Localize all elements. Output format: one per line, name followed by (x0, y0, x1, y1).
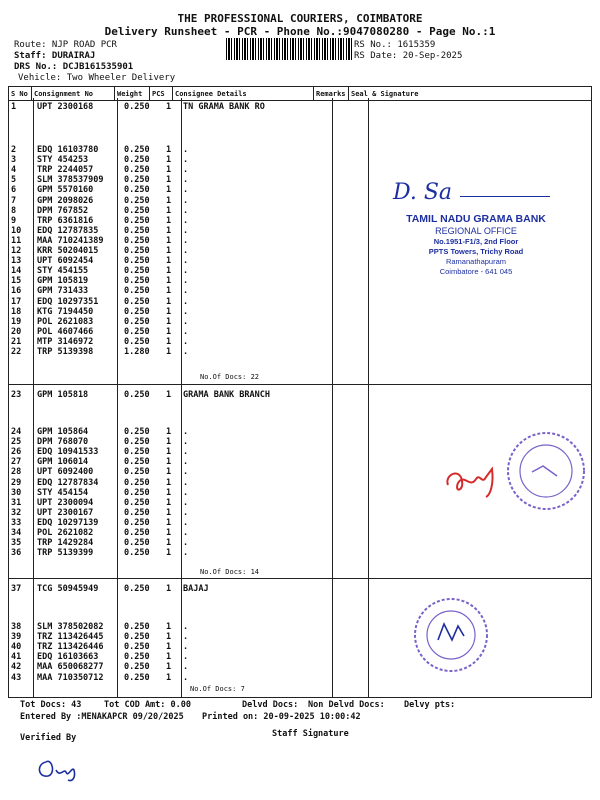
consignment-number: TRP 5139398 (37, 347, 94, 357)
row-pcs: 1 (166, 497, 172, 508)
consignee-bullet: . (183, 437, 189, 448)
row-pcs: 1 (166, 316, 172, 327)
consignee-name: BAJAJ (183, 584, 209, 594)
consignee-bullet: . (183, 296, 189, 307)
consignment-number: SLM 378537909 (37, 175, 104, 186)
consignee-bullet: . (183, 185, 189, 196)
row-weight: 0.250 (124, 487, 150, 498)
consignment-number: EDQ 12787835 (37, 225, 99, 236)
consignee-bullet: . (183, 528, 189, 538)
consignment-number: TRP 1429284 (37, 538, 94, 549)
row-serial: 18 (11, 306, 22, 317)
row-serial: 6 (11, 185, 17, 196)
no-of-docs: No.Of Docs: 14 (200, 568, 260, 576)
consignment-number: UPT 2300167 (37, 507, 94, 518)
consignee-name: TN GRAMA BANK RO (183, 102, 265, 112)
round-seal-branch (505, 430, 587, 512)
row-pcs: 1 (166, 487, 172, 498)
row-weight: 0.250 (124, 266, 150, 277)
row-serial: 5 (11, 175, 17, 186)
row-serial: 4 (11, 165, 17, 176)
row-serial: 37 (11, 584, 22, 594)
row-serial: 15 (11, 276, 22, 287)
consignment-number: EDQ 12787834 (37, 477, 99, 488)
consignment-number: GPM 5570160 (37, 185, 94, 196)
consignment-number: EDQ 16103663 (37, 652, 99, 663)
consignment-number: GPM 106014 (37, 457, 89, 468)
consignee-bullet: . (183, 652, 189, 663)
row-pcs: 1 (166, 155, 172, 166)
row-weight: 0.250 (124, 467, 150, 478)
row-weight: 0.250 (124, 584, 150, 594)
row-serial: 36 (11, 548, 22, 559)
consignment-number: UPT 2300168 (37, 102, 94, 112)
row-serial: 22 (11, 347, 22, 357)
consignee-bullet: . (183, 155, 189, 166)
consignee-bullet: . (183, 538, 189, 549)
row-weight: 0.250 (124, 672, 150, 683)
row-weight: 1.280 (124, 347, 150, 357)
barcode (226, 38, 352, 60)
delivery-points: Delvy pts: (404, 700, 456, 710)
row-pcs: 1 (166, 336, 172, 347)
non-delivered-docs: Non Delvd Docs: (308, 700, 385, 710)
row-pcs: 1 (166, 672, 172, 683)
consignment-number: STY 454253 (37, 155, 89, 166)
grid-line (181, 98, 182, 697)
stamp-address-line3: Ramanathapuram (445, 257, 507, 266)
consignment-number: GPM 2098026 (37, 195, 94, 206)
row-serial: 20 (11, 326, 22, 337)
row-serial: 8 (11, 205, 17, 216)
row-weight: 0.250 (124, 195, 150, 206)
row-pcs: 1 (166, 276, 172, 287)
row-serial: 27 (11, 457, 22, 468)
row-serial: 38 (11, 622, 22, 632)
consignment-number: GPM 105819 (37, 276, 89, 287)
no-of-docs: No.Of Docs: 22 (200, 373, 260, 381)
row-serial: 11 (11, 235, 22, 246)
row-serial: 35 (11, 538, 22, 549)
row-serial: 7 (11, 195, 17, 206)
staff-label: Staff: DURAIRAJ (14, 51, 96, 61)
row-serial: 39 (11, 632, 22, 643)
consignee-bullet: . (183, 286, 189, 297)
row-pcs: 1 (166, 165, 172, 176)
consignment-number: GPM 105818 (37, 390, 89, 400)
row-pcs: 1 (166, 457, 172, 468)
signature-scribble (440, 455, 510, 500)
row-weight: 0.250 (124, 437, 150, 448)
row-serial: 16 (11, 286, 22, 297)
row-weight: 0.250 (124, 427, 150, 437)
consignee-bullet: . (183, 175, 189, 186)
col-consignment: Consignment No (32, 87, 115, 101)
row-serial: 24 (11, 427, 22, 437)
row-pcs: 1 (166, 538, 172, 549)
grid-line (591, 98, 592, 697)
row-serial: 12 (11, 246, 22, 256)
row-pcs: 1 (166, 175, 172, 186)
consignment-number: EDQ 10297139 (37, 517, 99, 528)
row-serial: 21 (11, 336, 22, 347)
consignment-number: DPM 767852 (37, 205, 89, 216)
row-pcs: 1 (166, 205, 172, 216)
row-serial: 31 (11, 497, 22, 508)
row-pcs: 1 (166, 296, 172, 307)
consignee-bullet: . (183, 145, 189, 155)
row-weight: 0.250 (124, 632, 150, 643)
row-serial: 41 (11, 652, 22, 663)
row-weight: 0.250 (124, 497, 150, 508)
grid-line (8, 98, 9, 697)
row-serial: 32 (11, 507, 22, 518)
row-pcs: 1 (166, 326, 172, 337)
row-serial: 34 (11, 528, 22, 538)
col-sno: S No (9, 87, 32, 101)
consignee-bullet: . (183, 336, 189, 347)
row-weight: 0.250 (124, 548, 150, 559)
row-pcs: 1 (166, 507, 172, 518)
row-weight: 0.250 (124, 185, 150, 196)
row-pcs: 1 (166, 622, 172, 632)
consignee-bullet: . (183, 215, 189, 226)
row-pcs: 1 (166, 145, 172, 155)
runsheet-table-header (8, 86, 592, 101)
total-cod: Tot COD Amt: 0.00 (104, 700, 191, 710)
consignment-number: TRZ 113426446 (37, 642, 104, 653)
row-weight: 0.250 (124, 246, 150, 256)
consignment-number: POL 2621083 (37, 316, 94, 327)
row-serial: 1 (11, 102, 17, 112)
company-name: THE PROFESSIONAL COURIERS, COIMBATORE (177, 12, 423, 25)
stamp-bank-name: TAMIL NADU GRAMA BANK (406, 213, 546, 225)
vehicle-label: Vehicle: Two Wheeler Delivery (18, 73, 176, 83)
rs-number: RS No.: 1615359 (354, 40, 436, 50)
col-pcs: PCS (150, 87, 173, 101)
drs-number: DRS No.: DCJB161535901 (14, 62, 134, 72)
row-weight: 0.250 (124, 316, 150, 327)
row-pcs: 1 (166, 662, 172, 673)
handwritten-signature: D. Sa (393, 180, 453, 205)
row-serial: 43 (11, 672, 22, 683)
row-weight: 0.250 (124, 662, 150, 673)
row-weight: 0.250 (124, 652, 150, 663)
row-pcs: 1 (166, 185, 172, 196)
row-pcs: 1 (166, 467, 172, 478)
consignment-number: POL 2621082 (37, 528, 94, 538)
consignee-bullet: . (183, 497, 189, 508)
consignee-bullet: . (183, 306, 189, 317)
consignee-bullet: . (183, 326, 189, 337)
consignment-number: UPT 6092400 (37, 467, 94, 478)
consignee-bullet: . (183, 246, 189, 256)
consignment-number: MAA 710350712 (37, 672, 104, 683)
col-seal: Seal & Signature (349, 87, 592, 101)
grid-line (33, 98, 34, 697)
row-serial: 3 (11, 155, 17, 166)
row-serial: 13 (11, 256, 22, 267)
row-pcs: 1 (166, 306, 172, 317)
consignee-bullet: . (183, 235, 189, 246)
row-weight: 0.250 (124, 622, 150, 632)
consignee-bullet: . (183, 205, 189, 216)
row-pcs: 1 (166, 225, 172, 236)
consignment-number: TRZ 113426445 (37, 632, 104, 643)
round-seal-bajaj (412, 596, 490, 674)
row-weight: 0.250 (124, 165, 150, 176)
row-weight: 0.250 (124, 507, 150, 518)
grid-line (368, 98, 369, 697)
row-weight: 0.250 (124, 477, 150, 488)
row-weight: 0.250 (124, 276, 150, 287)
consignee-bullet: . (183, 457, 189, 468)
row-weight: 0.250 (124, 326, 150, 337)
consignee-bullet: . (183, 276, 189, 287)
printed-on: Printed on: 20-09-2025 10:00:42 (202, 712, 361, 722)
col-consignee: Consignee Details (173, 87, 314, 101)
consignment-number: MAA 650068277 (37, 662, 104, 673)
consignment-number: GPM 105864 (37, 427, 89, 437)
row-weight: 0.250 (124, 205, 150, 216)
row-pcs: 1 (166, 246, 172, 256)
consignee-bullet: . (183, 256, 189, 267)
row-serial: 40 (11, 642, 22, 653)
consignee-bullet: . (183, 316, 189, 327)
row-weight: 0.250 (124, 447, 150, 458)
rs-date: RS Date: 20-Sep-2025 (354, 51, 463, 61)
runsheet-title: Delivery Runsheet - PCR - Phone No.:9047080280 - Page No.:1 (104, 25, 496, 38)
consignment-number: POL 4607466 (37, 326, 94, 337)
row-serial: 30 (11, 487, 22, 498)
row-serial: 26 (11, 447, 22, 458)
row-pcs: 1 (166, 584, 172, 594)
row-serial: 28 (11, 467, 22, 478)
route-label: Route: NJP ROAD PCR (14, 40, 117, 50)
consignment-number: UPT 2300094 (37, 497, 94, 508)
consignment-number: TRP 6361816 (37, 215, 94, 226)
row-pcs: 1 (166, 266, 172, 277)
consignee-bullet: . (183, 467, 189, 478)
row-pcs: 1 (166, 390, 172, 400)
no-of-docs: No.Of Docs: 7 (190, 685, 245, 693)
row-weight: 0.250 (124, 390, 150, 400)
row-weight: 0.250 (124, 102, 150, 112)
group-divider (8, 578, 592, 579)
signature-stroke (460, 196, 550, 197)
row-weight: 0.250 (124, 336, 150, 347)
row-pcs: 1 (166, 447, 172, 458)
row-pcs: 1 (166, 256, 172, 267)
consignee-bullet: . (183, 507, 189, 518)
consignment-number: KTG 7194450 (37, 306, 94, 317)
consignment-number: EDQ 10297351 (37, 296, 99, 307)
consignment-number: MAA 710241389 (37, 235, 104, 246)
row-pcs: 1 (166, 215, 172, 226)
consignee-bullet: . (183, 225, 189, 236)
consignee-bullet: . (183, 477, 189, 488)
consignee-bullet: . (183, 642, 189, 653)
row-serial: 23 (11, 390, 22, 400)
consignment-number: DPM 768070 (37, 437, 89, 448)
row-weight: 0.250 (124, 286, 150, 297)
consignment-number: TRP 5139399 (37, 548, 94, 559)
table-bottom (8, 697, 592, 698)
row-serial: 19 (11, 316, 22, 327)
verifier-signature (34, 748, 84, 784)
row-pcs: 1 (166, 528, 172, 538)
row-pcs: 1 (166, 517, 172, 528)
group-divider (8, 384, 592, 385)
consignment-number: STY 454154 (37, 487, 89, 498)
row-weight: 0.250 (124, 642, 150, 653)
consignment-number: TRP 2244057 (37, 165, 94, 176)
row-weight: 0.250 (124, 457, 150, 468)
row-weight: 0.250 (124, 175, 150, 186)
consignment-number: KRR 50204015 (37, 246, 99, 256)
consignment-number: SLM 378502082 (37, 622, 104, 632)
consignee-bullet: . (183, 548, 189, 559)
row-weight: 0.250 (124, 256, 150, 267)
row-pcs: 1 (166, 632, 172, 643)
verified-by-label: Verified By (20, 733, 77, 743)
consignment-number: EDQ 10941533 (37, 447, 99, 458)
col-weight: Weight (115, 87, 150, 101)
consignee-bullet: . (183, 347, 189, 357)
delivered-docs: Delvd Docs: (242, 700, 299, 710)
row-weight: 0.250 (124, 225, 150, 236)
stamp-address-line4: Coimbatore - 641 045 (439, 267, 513, 276)
row-serial: 14 (11, 266, 22, 277)
grid-line (117, 98, 118, 697)
staff-signature-label: Staff Signature (272, 729, 349, 739)
row-pcs: 1 (166, 652, 172, 663)
consignment-number: EDQ 16103780 (37, 145, 99, 155)
row-pcs: 1 (166, 102, 172, 112)
row-serial: 17 (11, 296, 22, 307)
consignee-bullet: . (183, 195, 189, 206)
row-pcs: 1 (166, 235, 172, 246)
consignee-bullet: . (183, 427, 189, 437)
row-serial: 29 (11, 477, 22, 488)
consignment-number: GPM 731433 (37, 286, 89, 297)
row-weight: 0.250 (124, 538, 150, 549)
row-pcs: 1 (166, 427, 172, 437)
stamp-address-line2: PPTS Towers, Trichy Road (428, 247, 524, 256)
row-weight: 0.250 (124, 296, 150, 307)
consignment-number: UPT 6092454 (37, 256, 94, 267)
consignee-bullet: . (183, 672, 189, 683)
row-serial: 42 (11, 662, 22, 673)
row-pcs: 1 (166, 347, 172, 357)
row-serial: 25 (11, 437, 22, 448)
consignee-bullet: . (183, 662, 189, 673)
row-pcs: 1 (166, 195, 172, 206)
col-remarks: Remarks (314, 87, 349, 101)
row-weight: 0.250 (124, 517, 150, 528)
row-pcs: 1 (166, 642, 172, 653)
consignment-number: TCG 50945949 (37, 584, 99, 594)
row-pcs: 1 (166, 286, 172, 297)
consignee-bullet: . (183, 447, 189, 458)
consignee-bullet: . (183, 165, 189, 176)
grid-line (332, 98, 333, 697)
row-serial: 9 (11, 215, 17, 226)
row-weight: 0.250 (124, 306, 150, 317)
consignee-bullet: . (183, 622, 189, 632)
consignment-number: STY 454155 (37, 266, 89, 277)
row-weight: 0.250 (124, 528, 150, 538)
row-pcs: 1 (166, 477, 172, 488)
row-weight: 0.250 (124, 155, 150, 166)
consignee-bullet: . (183, 632, 189, 643)
stamp-office: REGIONAL OFFICE (435, 226, 517, 236)
stamp-address-line1: No.1951-F1/3, 2nd Floor (433, 237, 519, 246)
row-weight: 0.250 (124, 235, 150, 246)
row-serial: 33 (11, 517, 22, 528)
consignee-bullet: . (183, 517, 189, 528)
entered-by: Entered By :MENAKAPCR 09/20/2025 (20, 712, 184, 722)
consignee-bullet: . (183, 487, 189, 498)
row-weight: 0.250 (124, 145, 150, 155)
row-serial: 2 (11, 145, 17, 155)
row-pcs: 1 (166, 548, 172, 559)
row-weight: 0.250 (124, 215, 150, 226)
consignment-number: MTP 3146972 (37, 336, 94, 347)
row-serial: 10 (11, 225, 22, 236)
row-pcs: 1 (166, 437, 172, 448)
consignee-name: GRAMA BANK BRANCH (183, 390, 270, 400)
total-docs: Tot Docs: 43 (20, 700, 82, 710)
consignee-bullet: . (183, 266, 189, 277)
